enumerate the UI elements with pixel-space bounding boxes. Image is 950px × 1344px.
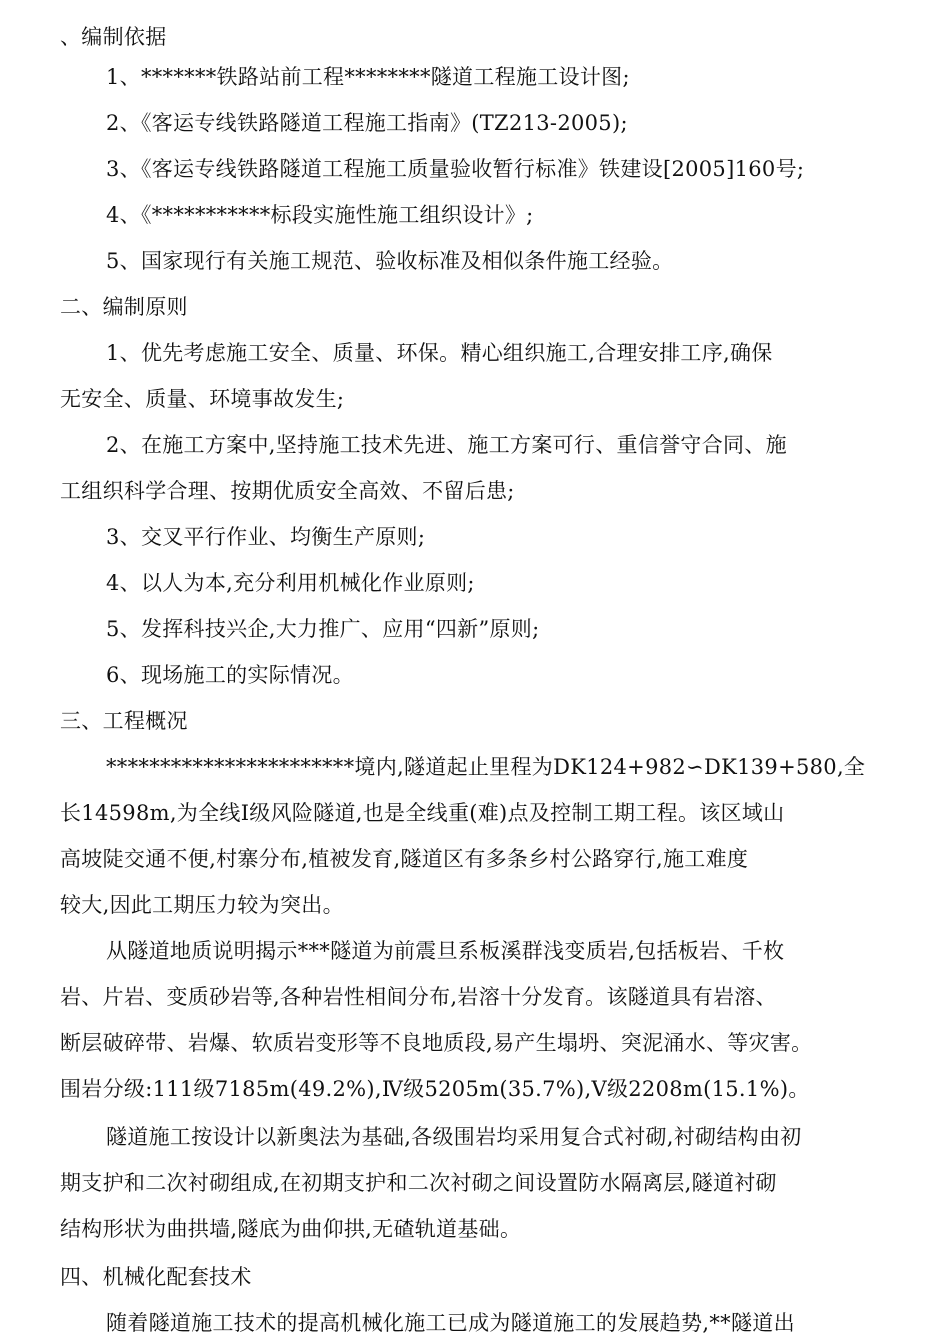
paragraph-line: 从隧道地质说明揭示***隧道为前震旦系板溪群浅变质岩,包括板岩、千枚: [106, 939, 785, 963]
paragraph-line: 较大,因此工期压力较为突出。: [60, 893, 344, 917]
list-item-continuation: 工组织科学合理、按期优质安全高效、不留后患;: [60, 479, 515, 503]
list-item: 5、国家现行有关施工规范、验收标准及相似条件施工经验。: [106, 249, 674, 273]
list-item: 4、以人为本,充分利用机械化作业原则;: [106, 571, 475, 595]
paragraph-line: 围岩分级:111级7185m(49.2%),Ⅳ级5205m(35.7%),Ⅴ级2208m(15.1%)。: [60, 1077, 810, 1101]
paragraph-line: 高坡陡交通不便,村寨分布,植被发育,隧道区有多条乡村公路穿行,施工难度: [60, 847, 749, 871]
paragraph-line: 随着隧道施工技术的提高机械化施工已成为隧道施工的发展趋势,**隧道出: [106, 1311, 795, 1335]
section-heading-basis: 、编制依据: [60, 25, 167, 49]
list-item: 1、优先考虑施工安全、质量、环保。精心组织施工,合理安排工序,确保: [106, 341, 773, 365]
list-item-continuation: 无安全、质量、环境事故发生;: [60, 387, 345, 411]
paragraph-line: 岩、片岩、变质砂岩等,各种岩性相间分布,岩溶十分发育。该隧道具有岩溶、: [60, 985, 777, 1009]
section-heading-principles: 二、编制原则: [60, 295, 188, 319]
paragraph-line: 长14598m,为全线Ⅰ级风险隧道,也是全线重(难)点及控制工期工程。该区域山: [60, 801, 785, 825]
paragraph-line: 期支护和二次衬砌组成,在初期支护和二次衬砌之间设置防水隔离层,隧道衬砌: [60, 1171, 777, 1195]
list-item: 2、《客运专线铁路隧道工程施工指南》(TZ213-2005);: [106, 111, 628, 135]
paragraph-line: 隧道施工按设计以新奥法为基础,各级围岩均采用复合式衬砌,衬砌结构由初: [106, 1125, 802, 1149]
paragraph-line: ***********************境内,隧道起止里程为DK124+982∽DK139+580,全: [106, 755, 866, 779]
list-item: 5、发挥科技兴企,大力推广、应用“四新”原则;: [106, 617, 540, 641]
list-item: 1、*******铁路站前工程********隧道工程施工设计图;: [106, 65, 630, 89]
section-heading-overview: 三、工程概况: [60, 709, 188, 733]
list-item: 3、《客运专线铁路隧道工程施工质量验收暂行标准》铁建设[2005]160号;: [106, 157, 805, 181]
list-item: 6、现场施工的实际情况。: [106, 663, 354, 687]
paragraph-line: 结构形状为曲拱墙,隧底为曲仰拱,无碴轨道基础。: [60, 1217, 522, 1241]
paragraph-line: 断层破碎带、岩爆、软质岩变形等不良地质段,易产生塌坍、突泥涌水、等灾害。: [60, 1031, 813, 1055]
section-heading-mechanization: 四、机械化配套技术: [60, 1265, 252, 1289]
list-item: 4、《***********标段实施性施工组织设计》;: [106, 203, 534, 227]
list-item: 3、交叉平行作业、均衡生产原则;: [106, 525, 426, 549]
list-item: 2、在施工方案中,坚持施工技术先进、施工方案可行、重信誉守合同、施: [106, 433, 787, 457]
